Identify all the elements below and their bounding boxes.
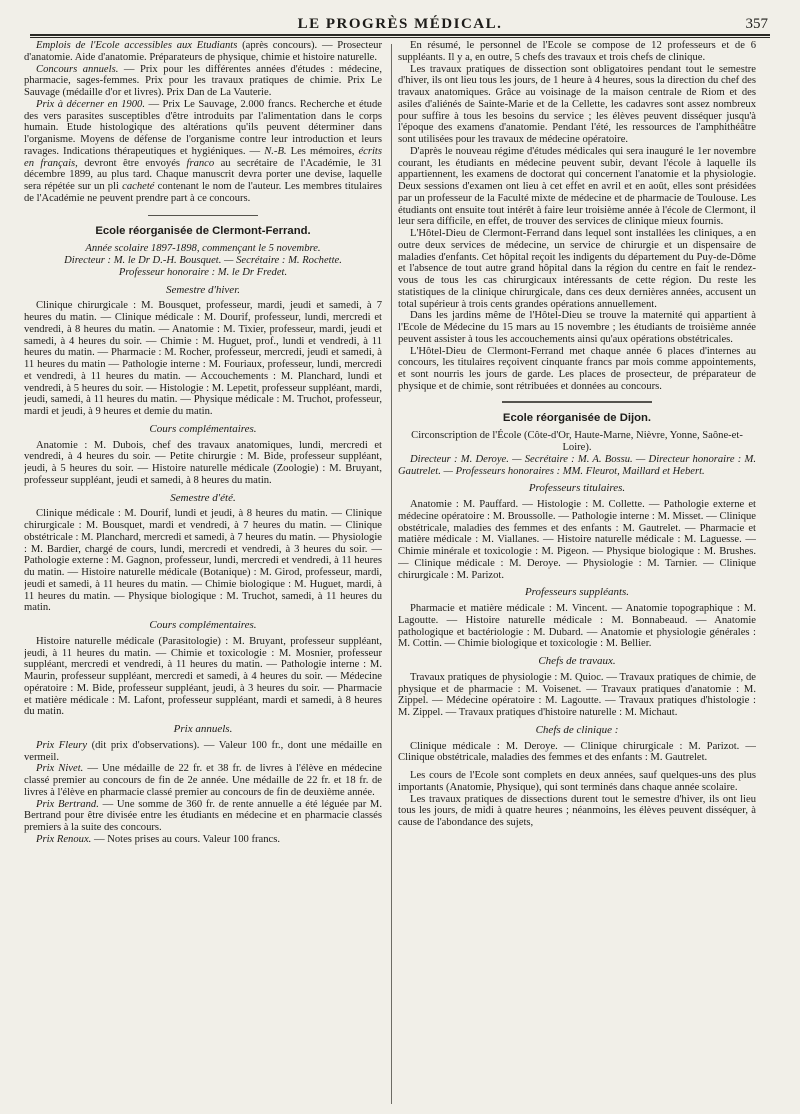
running-title: LE PROGRÈS MÉDICAL. xyxy=(297,16,503,32)
summer-courses: Clinique médicale : M. Dourif, lundi et jeudi, à 8 heures du matin. — Clinique chirurgicale : M. Bousquet, mardi et vendredi, à 7 heures du matin. — Clinique obstétricale : M. Planchard, mercredi et samedi, à 7 heures du matin. — Physiologie : M. Bardier, chargé de cours, lundi, mercredi et vendredi, à 3 heures du soir. — Pathologie externe : M. Gagnon, professeur, lundi, mercredi et vendredi, à 11 heures du matin. — Histoire naturelle médicale (Botanique) : M. Girod, professeur, mardi, jeudi et samedi, à 11 heures du matin. — Chimie biologique : M. Huguet, mardi, à 11 heures du matin. — Physique biologique : M. Truchot, samedi, à 11 heures du matin. xyxy=(24,508,382,614)
clermont-section-title: Ecole réorganisée de Clermont-Ferrand. xyxy=(95,224,311,237)
winter-courses: Clinique chirurgicale : M. Bousquet, professeur, mardi, jeudi et samedi, à 7 heures du matin. — Clinique médicale : M. Dourif, professeur, lundi, mercredi et vendredi, à 8 heures du matin. — Anatomie : M. Tixier, professeur, mardi, jeudi et samedi, à 4 heures du soir. — Chimie : M. Huguet, prof., lundi et vendredi, à 11 heures du matin. — Pharmacie : M. Rocher, professeur, mercredi, jeudi et samedi, à 11 heures du matin — Pathologie interne : M. Fouriaux, professeur, lundi, mercredi et vendredi, à 11 heures du matin. — Accouchements : M. Planchard, lundi et vendredi, à 5 heures du soir. — Histologie : M. Lepetit, professeur suppléant, mardi, jeudi, samedi, à 11 heures du matin. — Physique médicale : M. Truchot, professeur, mardi et jeudi, à 9 heures et demie du matin. xyxy=(24,300,382,417)
prize-bertrand-text: — Une somme de 360 fr. de rente annuelle a été léguée par M. Bertrand pour être divisée entre les étudiants en médecine et en pharmacie classés premiers à la suite des concours. xyxy=(24,798,382,833)
prize-nivet-text: — Une médaille de 22 fr. et 38 fr. de livres à l'élève en médecine classé premier au concours de fin de 2e année. Une médaille de 22 fr. et 18 fr. de livres à l'élève en pharmacie classé premier au concours de fin de deuxième année. xyxy=(24,763,382,798)
section-divider xyxy=(148,215,258,216)
prize-renoux-text: — Notes prises au cours. Valeur 100 francs. xyxy=(93,833,280,845)
prize-renoux xyxy=(24,834,382,846)
text-prix-1900-b: Les mémoires, xyxy=(290,145,355,157)
prize-bertrand-label: Prix Bertrand. xyxy=(36,798,99,810)
text-prix-1900-h: contenant le nom de l'auteur. Les membres titulaires de l'Académie ne peuvent prendre part à ce concours. xyxy=(24,181,382,204)
prize-nivet-label: Prix Nivet. xyxy=(36,763,84,775)
complementary-heading-2: Cours complémentaires. xyxy=(149,619,257,631)
label-concours: Concours annuels. xyxy=(36,63,119,75)
complementary-courses-2: Histoire naturelle médicale (Parasitologie) : M. Bruyant, professeur suppléant, jeudi, à 11 heures du matin. — Chimie et toxicologie : M. Mosnier, professeur suppléant, mercredi et vendredi, à 11 heures du matin. — Pathologie interne : M. Maurin, professeur suppléant, mercredi et samedi, à 4 heures du soir. — Médecine opératoire : M. Bide, professeur suppléant, jeudi, à 3 heures du soir. — Pharmacie et matière médicale : M. Lafont, professeur suppléant, mardi et samedi, à 8 heures du matin. xyxy=(24,635,382,718)
prize-nivet xyxy=(24,763,382,798)
paragraph-internes: L'Hôtel-Dieu de Clermont-Ferrand met chaque année 6 places d'internes au concours, les titulaires reçoivent cinquante francs par mois comme appointements, et sont nourris les jours de garde. Les places de prosecteur, de préparateur de physique et de chimie, sont rétribuées et données au concours. xyxy=(398,345,756,392)
text-prix-1900-e: franco xyxy=(186,157,215,169)
page-number: 357 xyxy=(745,16,768,32)
winter-heading: Semestre d'hiver. xyxy=(165,283,241,296)
summer-heading: Semestre d'été. xyxy=(170,491,236,504)
prize-renoux-label: Prix Renoux. xyxy=(36,833,92,845)
text-prix-1900-c: écrits en français, xyxy=(24,145,382,169)
header-rule-thin xyxy=(30,37,770,38)
titulaires-list: Anatomie : M. Pauffard. — Histologie : M. Collette. — Pathologie externe et médecine opératoire : M. Broussolle. — Pathologie interne : M. Misset. — Clinique obstétricale, maladies des femmes et des enfants : M. Gautrelet. — Pharmacie et matière médicale : M. Viallanes. — Histoire naturelle médicale : M. Laguesse. — Chimie minérale et toxicologie : M. Pigeon. — Physique biologique : M. Brushes. — Clinique médicale : M. Deroye. — Physiologie : M. Tarnier. — Clinique chirurgicale : M. Parizot. xyxy=(398,499,756,581)
paragraph-cours-complets: Les cours de l'Ecole sont complets en deux années, sauf quelques-uns des plus importants (Anatomie, Physique), qui sont terminés dans chaque année scolaire. xyxy=(398,770,756,793)
clermont-direction-2: Professeur honoraire : M. le Dr Fredet. xyxy=(118,266,288,278)
prizes-heading: Prix annuels. xyxy=(173,723,233,735)
clermont-direction-1: Directeur : M. le Dr D.-H. Bousquet. — Secrétaire : M. Rochette. xyxy=(64,255,342,266)
paragraph-concours xyxy=(24,64,382,99)
paragraph-dissections-dijon: Les travaux pratiques de dissections durent tout le semestre d'hiver, ils ont lieu tous les jours, de midi à quatre heures ; néanmoins, les élèves peuvent disséquer, à cause de l'abondance des sujets, xyxy=(398,793,756,828)
paragraph-maternite: Dans les jardins même de l'Hôtel-Dieu se trouve la maternité qui appartient à l'Ecole de Médecine du 15 mars au 15 novembre ; les étudiants de troisième année peuvent assister à tous les accouchements ainsi qu'aux opérations obstétricales. xyxy=(398,310,756,345)
paragraph-resume: En résumé, le personnel de l'Ecole se compose de 12 professeurs et de 6 suppléants. Il y a, en outre, 5 chefs des travaux et trois chefs de clinique. xyxy=(398,40,756,63)
label-emplois: Emplois de l'Ecole accessibles aux Etudiants xyxy=(36,40,238,51)
dijon-scope: Circonscription de l'École (Côte-d'Or, Haute-Marne, Nièvre, Yonne, Saône-et-Loire). xyxy=(411,430,743,453)
text-prix-1900-g: cacheté xyxy=(122,181,155,192)
dijon-direction: Directeur : M. Deroye. — Secrétaire : M. A. Bossu. — Directeur honoraire : M. Gautrelet. — Professeurs honoraires : MM. Fleurot, Maillard et Hebert. xyxy=(398,453,756,477)
clermont-year: Année scolaire 1897-1898, commençant le 5 novembre. xyxy=(85,243,321,255)
text-concours: — Prix pour les différentes années d'études : médecine, pharmacie, sages-femmes. Prix pour les travaux pratiques de chimie. Prix Le Sauvage (médaille d'or et livres). Prix Dan de La Vauterie. xyxy=(24,63,382,98)
column-divider xyxy=(391,44,392,1104)
paragraph-prix-1900 xyxy=(24,99,382,205)
paragraph-regime: D'après le nouveau régime d'études médicales qui sera inauguré le 1er novembre courant, les étudiants en médecine peuvent subir, devant l'école à laquelle ils appartiennent, les examens de doctorat qui concernent l'anatomie et la physiologie. Deux sessions d'examen ont lieu à cet effet en avril et en août, elles sont présidées par un professeur de la Faculté mixte de médecine et de pharmacie de Toulouse. Les étudiants ont ensuite tout intérêt à faire leur troisième année à l'école de Clermont, il leur sera difficile, en effet, de trouver des services de clinique mieux fournis. xyxy=(398,145,756,228)
paragraph-emplois xyxy=(24,40,382,64)
titulaires-heading: Professeurs titulaires. xyxy=(528,482,626,495)
prize-fleury-label: Prix Fleury xyxy=(36,739,88,751)
right-column xyxy=(398,40,756,1108)
prize-fleury xyxy=(24,740,382,764)
chefs-clinique-heading: Chefs de clinique : xyxy=(535,723,619,736)
prize-fleury-text: (dit prix d'observations). — Valeur 100 fr., dont une médaille en vermeil. xyxy=(24,739,382,763)
text-emplois: (après concours). — Prosecteur d'anatomie. Aide d'anatomie. Préparateurs de physique, chimie et histoire naturelle. xyxy=(24,40,382,63)
chefs-travaux-list: Travaux pratiques de physiologie : M. Quioc. — Travaux pratiques de chimie, de physique et de pharmacie : M. Voisenet. — Travaux pratiques d'anatomie : M. Zippel. — Médecine opératoire : M. Lagoutte. — Travaux pratiques d'histologie : M. Zippel. — Travaux pratiques d'histoire naturelle : M. Michaut. xyxy=(398,671,756,718)
left-column xyxy=(24,40,382,1108)
paragraph-hotel-dieu: L'Hôtel-Dieu de Clermont-Ferrand dans lequel sont installées les cliniques, a en outre deux services de médecine, un service de chirurgie et un dispensaire de maladies d'enfants. Cet hôpital reçoit les indigents du département du Puy-de-Dôme et l'absence de tout autre grand hôpital dans la région du centre en fait le rendez-vous de tous les cas chirurgicaux intéressants de cette région. Du reste les statistiques de la clinique chirurgicale, dans ces deux dernières années, accusent un total supérieur à trois cents grandes opérations annuellement. xyxy=(398,228,756,310)
suppleants-list: Pharmacie et matière médicale : M. Vincent. — Anatomie topographique : M. Lagoutte. — Histoire naturelle médicale : M. Bonnabeaud. — Anatomie pathologique et bactériologie : M. Dubard. — Anatomie et physiologie générales : M. Cottin. — Chimie biologique et toxicologie : M. Bellier. xyxy=(398,603,756,650)
complementary-heading-1: Cours complémentaires. xyxy=(149,422,257,435)
header-rule xyxy=(30,34,770,36)
chefs-clinique-list: Clinique médicale : M. Deroye. — Clinique chirurgicale : M. Parizot. — Clinique obstétricale, maladies des femmes et des enfants : M. Gautrelet. xyxy=(398,740,756,764)
complementary-courses-1: Anatomie : M. Dubois, chef des travaux anatomiques, lundi, mercredi et vendredi, à 4 heures du soir. — Petite chirurgie : M. Bide, professeur suppléant, jeudi, à 5 heures du soir. — Histoire naturelle médicale (Zoologie) : M. Bruyant, professeur suppléant, jeudi et samedi, à 8 heures du matin. xyxy=(24,439,382,486)
chefs-travaux-heading: Chefs de travaux. xyxy=(538,655,616,667)
label-prix-1900: Prix à décerner en 1900. xyxy=(36,98,145,110)
paragraph-dissection: Les travaux pratiques de dissection sont obligatoires pendant tout le semestre d'hiver, ils ont lieu tous les jours, de 1 heure à 4 heures, sous la direction du chef des travaux anatomiques. Grâce au voisinage de la maison centrale de Riom et des asiles d'aliénés de Sainte-Marie et de la Cellette, les cadavres sont assez nombreux pour suffire à tous les besoins du service ; les élèves peuvent disséquer jusqu'à l'époque des examens d'anatomie. Pendant l'été, les ressources de l'amphithéâtre sont utilisées pour les travaux de médecine opératoire. xyxy=(398,63,756,145)
text-prix-1900-f: au secrétaire de l'Académie, le 31 décembre 1899, au plus tard. Chaque manuscrit devra porter une devise, laquelle sera répétée sur un pli xyxy=(24,157,382,192)
prize-bertrand xyxy=(24,799,382,834)
text-prix-1900: — Prix Le Sauvage, 2.000 francs. Recherche et étude des vers parasites susceptibles d'être introduits par l'alimentation dans le corps humain. Etude histologique des altérations qu'ils peuvent déterminer dans l'organisme. Moyens de défense de l'organisme contre leur introduction et leurs ravages. Indications thérapeutiques et hygiéniques. — xyxy=(24,98,382,157)
text-prix-1900-d: devront être envoyés xyxy=(84,157,181,169)
dijon-section-title: Ecole réorganisée de Dijon. xyxy=(502,411,652,424)
section-divider-right xyxy=(502,401,652,403)
nb-label: N.-B. xyxy=(264,145,287,157)
suppleants-heading: Professeurs suppléants. xyxy=(524,586,630,599)
